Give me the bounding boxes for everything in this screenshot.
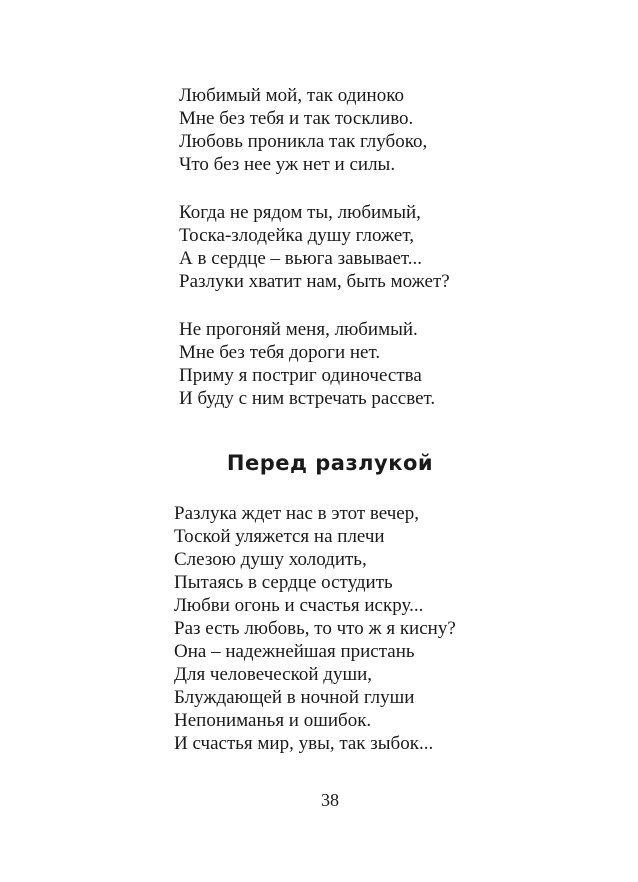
poem-stanza [179, 201, 450, 293]
poem-line: Мне без тебя дороги нет. [179, 342, 381, 363]
poem-line: Блуждающей в ночной глуши [174, 687, 415, 708]
poem-line: Разлука ждет нас в этот вечер, [174, 503, 419, 524]
poem-line: И счастья мир, увы, так зыбок... [174, 733, 434, 754]
poem-line: Пытаясь в сердце остудить [174, 572, 393, 593]
poem-line: Любовь проникла так глубоко, [179, 131, 428, 152]
poem-line: Разлуки хватит нам, быть может? [179, 271, 450, 292]
poem-line: Не прогоняй меня, любимый. [179, 319, 418, 340]
poem-line: И буду с ним встречать рассвет. [179, 388, 436, 409]
poem-line: Приму я постриг одиночества [179, 365, 422, 386]
poem-stanza [174, 502, 456, 755]
poem-line: Раз есть любовь, то что ж я кисну? [174, 618, 456, 639]
poem-line: Что без нее уж нет и силы. [179, 154, 396, 175]
poem-stanza [179, 318, 435, 410]
poem-line: А в сердце – вьюга завывает... [179, 248, 423, 269]
poem-line: Для человеческой души, [174, 664, 373, 685]
poem-line: Любви огонь и счастья искру... [174, 595, 424, 616]
poem-line: Тоска-злодейка душу гложет, [179, 225, 414, 246]
poem-line: Когда не рядом ты, любимый, [179, 202, 421, 223]
page-number: 38 [321, 790, 339, 810]
poem-line: Слезою душу холодить, [174, 549, 367, 570]
poem-line: Мне без тебя и так тоскливо. [179, 108, 414, 129]
poem-line: Она – надежнейшая пристань [174, 641, 415, 662]
poem-line: Непониманья и ошибок. [174, 710, 372, 731]
poem-line: Тоской уляжется на плечи [174, 526, 385, 547]
poem-stanza [179, 84, 427, 176]
poem-line: Любимый мой, так одиноко [179, 85, 404, 106]
poem-title: Перед разлукой [226, 451, 434, 475]
